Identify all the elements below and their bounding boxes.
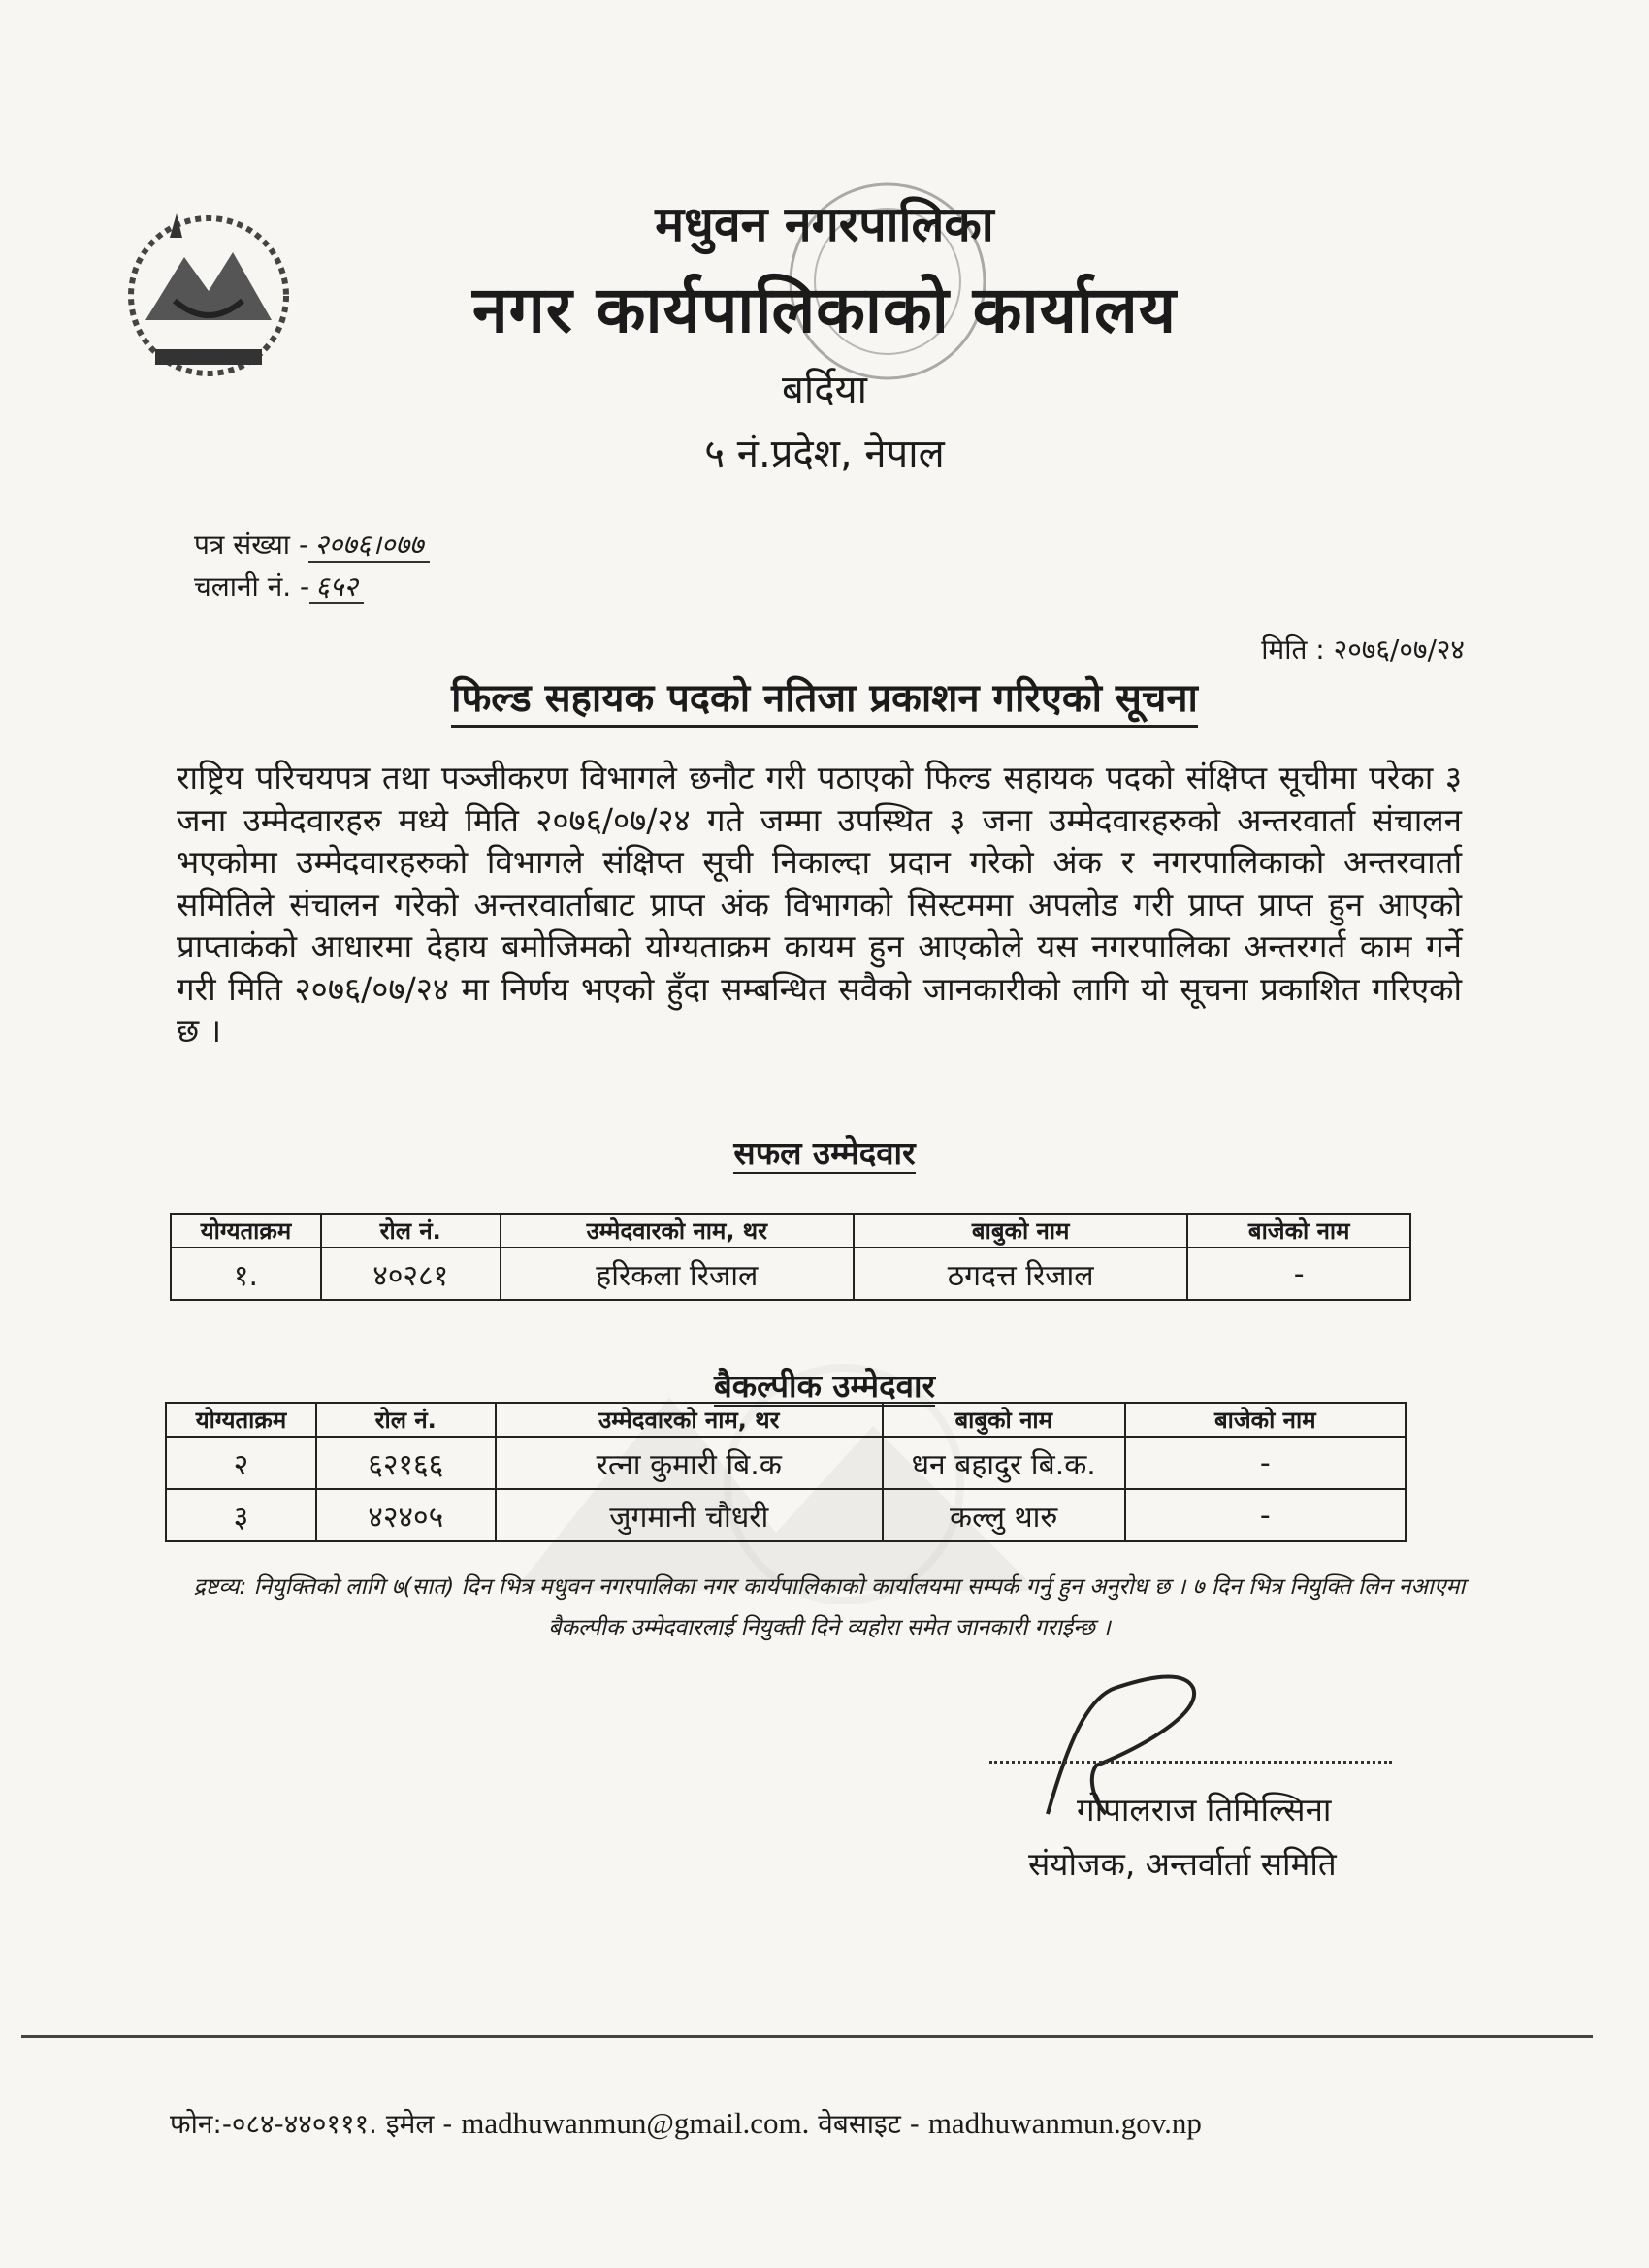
office-name: नगर कार्यपालिकाको कार्यालय — [472, 273, 1177, 347]
table-cell: २ — [166, 1437, 316, 1489]
table-cell: ६२१६६ — [316, 1437, 496, 1489]
table-header-row — [166, 1403, 1406, 1437]
column-header: रोल नं. — [321, 1214, 501, 1247]
notice-date: मिति : २०७६/०७/२४ — [1261, 633, 1465, 665]
subject-text: फिल्ड सहायक पदको नतिजा प्रकाशन गरिएको सूचना — [451, 676, 1198, 728]
notice-body: राष्ट्रिय परिचयपत्र तथा पञ्जीकरण विभागले छनौट गरी पठाएको फिल्ड सहायक पदको संक्षिप्त सूचीमा परेका ३ जना उम्मेदवारहरु मध्ये मिति २०७६/०७/२४ गते जम्मा उपस्थित ३ जना उम्मेदवारहरुको अन्तरवार्ता संचालन भएकोमा उम्मेदवारहरुको विभागले संक्षिप्त सूची निकाल्दा प्रदान गरेको अंक र नगरपालिकाको अन्तरवार्ता समितिले संचालन गरेको अन्तरवार्ताबाट प्राप्त अंक विभागको सिस्टममा अपलोड गरी प्राप्त प्राप्त हुन आएको प्राप्ताकंको आधारमा देहाय बमोजिमको योग्यताक्रम कायम हुन आएकोले यस नगरपालिका अन्तरगर्त काम गर्ने गरी मिति २०७६/०७/२४ मा निर्णय भएको हुँदा सम्बन्धित सवैको जानकारीको लागि यो सूचना प्रकाशित गरिएको छ । — [177, 759, 1462, 1050]
signatory-name: गोपालराज तिमिल्सिना — [1077, 1791, 1332, 1829]
district-name: बर्दिया — [782, 368, 867, 412]
footer-divider — [21, 2035, 1593, 2038]
notice-subject — [0, 669, 1649, 723]
table-cell: रत्ना कुमारी बि.क — [496, 1437, 883, 1489]
dispatch-number-label: चलानी नं. - — [194, 570, 310, 602]
signature-line — [989, 1761, 1392, 1764]
footer-web-label: वेबसाइट - — [809, 2108, 928, 2140]
table-cell: - — [1125, 1437, 1406, 1489]
column-header: रोल नं. — [316, 1403, 496, 1437]
column-header: बाबुको नाम — [883, 1403, 1125, 1437]
alternate-title-text: बैकल्पीक उम्मेदवार — [713, 1367, 936, 1405]
dispatch-number — [194, 567, 364, 604]
column-header: उम्मेदवारको नाम, थर — [496, 1403, 883, 1437]
letter-number — [194, 526, 430, 563]
column-header: योग्यताक्रम — [166, 1403, 316, 1437]
column-header: बाबुको नाम — [854, 1214, 1187, 1247]
successful-section-title — [0, 1130, 1649, 1174]
table-cell: ३ — [166, 1489, 316, 1541]
table-cell: कल्लु थारु — [883, 1489, 1125, 1541]
table-cell: - — [1125, 1489, 1406, 1541]
municipality-name: मधुवन नगरपालिका — [655, 196, 994, 252]
table-cell: जुगमानी चौधरी — [496, 1489, 883, 1541]
table-cell: ४२४०५ — [316, 1489, 496, 1541]
column-header: उम्मेदवारको नाम, थर — [501, 1214, 854, 1247]
footer-website-link[interactable]: madhuwanmun.gov.np — [927, 2106, 1202, 2140]
table-cell: १. — [171, 1247, 321, 1300]
column-header: बाजेको नाम — [1187, 1214, 1410, 1247]
table-cell: ४०२८१ — [321, 1247, 501, 1300]
successful-title-text: सफल उम्मेदवार — [733, 1134, 916, 1172]
table-row — [166, 1437, 1406, 1489]
table-row — [171, 1247, 1410, 1300]
table-cell: हरिकला रिजाल — [501, 1247, 854, 1300]
column-header: बाजेको नाम — [1125, 1403, 1406, 1437]
table-header-row — [171, 1214, 1410, 1247]
notice-note: द्रष्टव्य: नियुक्तिको लागि ७(सात) दिन भित्र मधुवन नगरपालिका नगर कार्यपालिकाको कार्यालयमा सम्पर्क गर्नु हुन अनुरोध छ । ७ दिन भित्र नियुक्ति लिन नआएमा बैकल्पीक उम्मेदवारलाई नियुक्ती दिने व्यहोरा समेत जानकारी गराईन्छ । — [193, 1574, 1466, 1640]
dispatch-number-value: ६५२ — [309, 570, 364, 604]
footer-phone: फोन:-०८४-४४०१११. इमेल - — [170, 2108, 462, 2140]
letter-number-label: पत्र संख्या - — [194, 529, 309, 561]
letter-number-value: २०७६।०७७ — [308, 529, 430, 563]
province-name: ५ नं.प्रदेश, नेपाल — [704, 432, 945, 476]
table-cell: ठगदत्त रिजाल — [854, 1247, 1187, 1300]
column-header: योग्यताक्रम — [171, 1214, 321, 1247]
alternate-section-title — [0, 1363, 1649, 1407]
alternate-table — [165, 1402, 1406, 1542]
footer-contact — [170, 2105, 1202, 2142]
table-cell: धन बहादुर बि.क. — [883, 1437, 1125, 1489]
table-row — [166, 1489, 1406, 1541]
table-cell: - — [1187, 1247, 1410, 1300]
signatory-title: संयोजक, अन्तर्वार्ता समिति — [1028, 1845, 1337, 1883]
footer-email-link[interactable]: madhuwanmun@gmail.com. — [461, 2106, 810, 2140]
successful-table — [170, 1213, 1411, 1301]
